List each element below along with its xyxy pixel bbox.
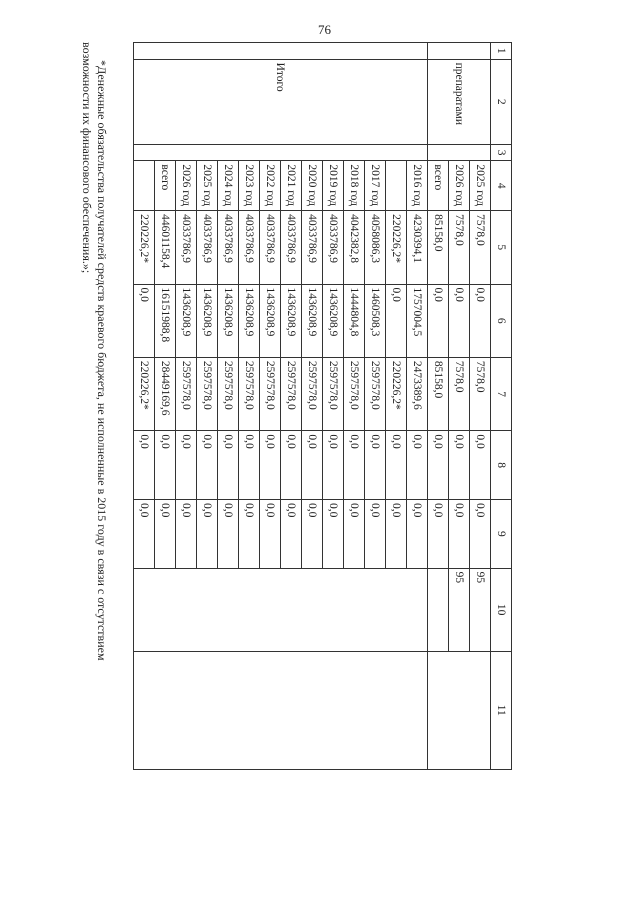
cell-col6: 1436208,9: [197, 284, 218, 357]
cell-col3: [134, 144, 428, 161]
cell-col9: 0,0: [386, 499, 407, 568]
cell-col8: 0,0: [365, 431, 386, 500]
cell-col4: 2025 год: [470, 161, 491, 211]
cell-col4: [386, 161, 407, 211]
cell-col2: препаратами: [428, 59, 491, 144]
cell-col9: 0,0: [323, 499, 344, 568]
cell-col4: 2019 год: [323, 161, 344, 211]
cell-col6: 1757004,5: [407, 284, 428, 357]
cell-col4: 2025 год: [197, 161, 218, 211]
cell-col5: 4033786,9: [323, 211, 344, 284]
cell-col7: 2597578,0: [281, 357, 302, 430]
cell-col8: 0,0: [176, 431, 197, 500]
cell-col5: 4058086,3: [365, 211, 386, 284]
cell-col6: 1436208,9: [323, 284, 344, 357]
cell-col11: [428, 651, 491, 769]
cell-col7: 2597578,0: [365, 357, 386, 430]
cell-col8: 0,0: [323, 431, 344, 500]
footnote-line: *Денежные обязательства получателей средств краевого бюджета, не исполненные в 2015 году в связи с отсутствием: [95, 60, 109, 661]
cell-col8: 0,0: [449, 431, 470, 500]
cell-col7: 2597578,0: [176, 357, 197, 430]
cell-col6: 1444804,8: [344, 284, 365, 357]
cell-col1: [428, 43, 491, 60]
cell-col4: 2026 год: [176, 161, 197, 211]
table-header-row: [491, 43, 512, 770]
cell-col10: [134, 568, 428, 651]
header-cell: 4: [491, 161, 512, 211]
cell-col8: 0,0: [197, 431, 218, 500]
footnote-line: возможности их финансового обеспечения.»;: [80, 42, 94, 274]
table-row: [407, 43, 428, 770]
cell-col8: 0,0: [428, 431, 449, 500]
cell-col8: 0,0: [134, 431, 155, 500]
cell-col6: 1436208,9: [302, 284, 323, 357]
cell-col10: 95: [470, 568, 491, 651]
header-cell: 3: [491, 144, 512, 161]
cell-col6: 1460508,3: [365, 284, 386, 357]
cell-col4: 2023 год: [239, 161, 260, 211]
cell-col8: 0,0: [386, 431, 407, 500]
cell-col4: 2020 год: [302, 161, 323, 211]
cell-col7: 2473389,6: [407, 357, 428, 430]
cell-col4: 2016 год: [407, 161, 428, 211]
cell-col9: 0,0: [197, 499, 218, 568]
cell-col6: 0,0: [134, 284, 155, 357]
cell-col9: 0,0: [260, 499, 281, 568]
total-label: Итого: [134, 59, 428, 144]
cell-col4: [134, 161, 155, 211]
cell-col5: 4033786,9: [239, 211, 260, 284]
cell-col3: [428, 144, 491, 161]
cell-col5: 4230394,1: [407, 211, 428, 284]
rotated-page-content: [80, 42, 512, 852]
cell-col7: 2597578,0: [218, 357, 239, 430]
cell-col9: 0,0: [302, 499, 323, 568]
cell-col8: 0,0: [260, 431, 281, 500]
cell-col8: 0,0: [344, 431, 365, 500]
cell-col7: 2597578,0: [197, 357, 218, 430]
cell-col9: 0,0: [176, 499, 197, 568]
cell-col6: 1436208,9: [239, 284, 260, 357]
cell-col5: 4033786,9: [218, 211, 239, 284]
page-number: 76: [318, 22, 331, 37]
header-cell: 6: [491, 284, 512, 357]
cell-col4: 2022 год: [260, 161, 281, 211]
cell-col5: 85158,0: [428, 211, 449, 284]
cell-col5: 220226,2*: [134, 211, 155, 284]
cell-col6: 1436208,9: [218, 284, 239, 357]
cell-col7: 2597578,0: [323, 357, 344, 430]
cell-col9: 0,0: [344, 499, 365, 568]
cell-col5: 4033786,9: [176, 211, 197, 284]
header-cell: 5: [491, 211, 512, 284]
cell-col9: 0,0: [428, 499, 449, 568]
cell-col7: 28449169,6: [155, 357, 176, 430]
footnote: [79, 42, 109, 852]
cell-col5: 4033786,9: [197, 211, 218, 284]
cell-col8: 0,0: [239, 431, 260, 500]
cell-col4: 2018 год: [344, 161, 365, 211]
cell-col10: [428, 568, 449, 651]
cell-col6: 16151988,8: [155, 284, 176, 357]
cell-col5: 4042382,8: [344, 211, 365, 284]
cell-col8: 0,0: [407, 431, 428, 500]
cell-col1: [134, 43, 428, 60]
cell-col5: 7578,0: [449, 211, 470, 284]
cell-col7: 220226,2*: [386, 357, 407, 430]
cell-col4: 2026 год: [449, 161, 470, 211]
cell-col5: 4033786,9: [260, 211, 281, 284]
cell-col7: 2597578,0: [344, 357, 365, 430]
cell-col5: 4033786,9: [302, 211, 323, 284]
header-cell: 7: [491, 357, 512, 430]
cell-col10: 95: [449, 568, 470, 651]
cell-col6: 0,0: [386, 284, 407, 357]
budget-table: [133, 42, 512, 770]
cell-col11: [134, 651, 428, 769]
cell-col9: 0,0: [239, 499, 260, 568]
header-cell: 2: [491, 59, 512, 144]
cell-col6: 0,0: [449, 284, 470, 357]
cell-col8: 0,0: [218, 431, 239, 500]
header-cell: 1: [491, 43, 512, 60]
cell-col9: 0,0: [218, 499, 239, 568]
cell-col5: 220226,2*: [386, 211, 407, 284]
header-cell: 8: [491, 431, 512, 500]
cell-col7: 85158,0: [428, 357, 449, 430]
header-cell: 9: [491, 499, 512, 568]
cell-col9: 0,0: [155, 499, 176, 568]
cell-col9: 0,0: [281, 499, 302, 568]
cell-col9: 0,0: [470, 499, 491, 568]
cell-col6: 1436208,9: [176, 284, 197, 357]
cell-col8: 0,0: [155, 431, 176, 500]
table-body: [134, 43, 491, 770]
cell-col6: 0,0: [470, 284, 491, 357]
cell-col9: 0,0: [449, 499, 470, 568]
cell-col5: 7578,0: [470, 211, 491, 284]
cell-col7: 2597578,0: [302, 357, 323, 430]
header-cell: 10: [491, 568, 512, 651]
cell-col6: 0,0: [428, 284, 449, 357]
cell-col7: 2597578,0: [260, 357, 281, 430]
cell-col4: 2021 год: [281, 161, 302, 211]
cell-col4: 2017 год: [365, 161, 386, 211]
cell-col8: 0,0: [470, 431, 491, 500]
cell-col9: 0,0: [134, 499, 155, 568]
cell-col4: 2024 год: [218, 161, 239, 211]
cell-col7: 2597578,0: [239, 357, 260, 430]
table-row: [470, 43, 491, 770]
cell-col6: 1436208,9: [260, 284, 281, 357]
cell-col7: 7578,0: [449, 357, 470, 430]
cell-col8: 0,0: [281, 431, 302, 500]
header-cell: 11: [491, 651, 512, 769]
cell-col9: 0,0: [365, 499, 386, 568]
cell-col4: всего: [155, 161, 176, 211]
cell-col6: 1436208,9: [281, 284, 302, 357]
cell-col9: 0,0: [407, 499, 428, 568]
cell-col5: 4033786,9: [281, 211, 302, 284]
cell-col7: 7578,0: [470, 357, 491, 430]
cell-col8: 0,0: [302, 431, 323, 500]
cell-col7: 220226,2*: [134, 357, 155, 430]
cell-col5: 44601158,4: [155, 211, 176, 284]
cell-col4: всего: [428, 161, 449, 211]
